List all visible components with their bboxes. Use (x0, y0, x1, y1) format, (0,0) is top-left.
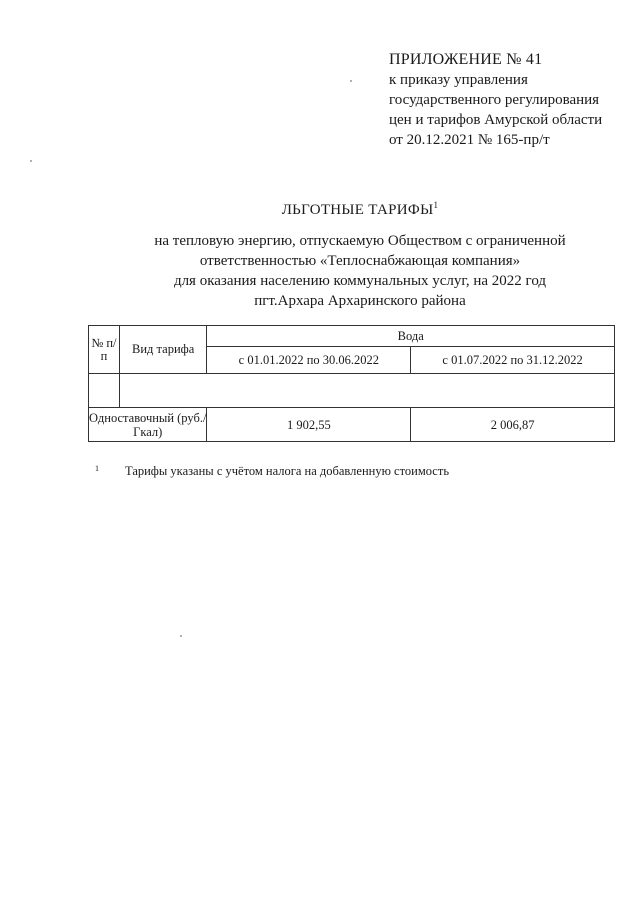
header-period-2: с 01.07.2022 по 31.12.2022 (411, 347, 615, 374)
subtitle-line: для оказания населению коммунальных услуг, на 2022 год (173, 273, 547, 289)
row-value-period-2: 2 006,87 (411, 408, 615, 442)
title-footnote-ref: 1 (433, 200, 439, 210)
row-tariff-type: Одноставочный (руб./Гкал) (89, 408, 207, 442)
subtitle-line: ответственностью «Теплоснабжающая компания» (199, 253, 521, 269)
appendix-line: к приказу управления (389, 72, 528, 88)
header-period-1: с 01.01.2022 по 30.06.2022 (207, 347, 411, 374)
footnote-mark: 1 (95, 464, 99, 473)
scan-speck (350, 80, 352, 82)
document-subtitle (80, 231, 640, 311)
header-tariff-type: Вид тарифа (119, 326, 207, 374)
table-cell (119, 374, 614, 408)
table-header-row (89, 326, 615, 347)
appendix-line: цен и тарифов Амурской области (389, 112, 603, 128)
footnote-text: Тарифы указаны с учётом налога на добавленную стоимость (125, 464, 450, 478)
row-value-period-1: 1 902,55 (207, 408, 411, 442)
title-text: ЛЬГОТНЫЕ ТАРИФЫ (281, 202, 434, 218)
footnote (95, 464, 449, 479)
header-number: № п/п (89, 326, 120, 374)
tariff-table (88, 325, 615, 442)
title-block (0, 200, 640, 311)
appendix-heading: ПРИЛОЖЕНИЕ № 41 (389, 51, 543, 68)
appendix-line: от 20.12.2021 № 165-пр/т (389, 132, 550, 148)
document-title (80, 200, 640, 219)
subtitle-line: пгт.Архара Архаринского района (254, 293, 466, 309)
appendix-line: государственного регулирования (389, 92, 600, 108)
scan-speck (30, 160, 32, 162)
table-row (89, 408, 615, 442)
appendix-block (389, 50, 602, 150)
header-water: Вода (207, 326, 615, 347)
table-cell (89, 374, 120, 408)
subtitle-line: на тепловую энергию, отпускаемую Обществом с ограниченной (154, 233, 566, 249)
table-row-empty (89, 374, 615, 408)
scan-speck (180, 635, 182, 637)
